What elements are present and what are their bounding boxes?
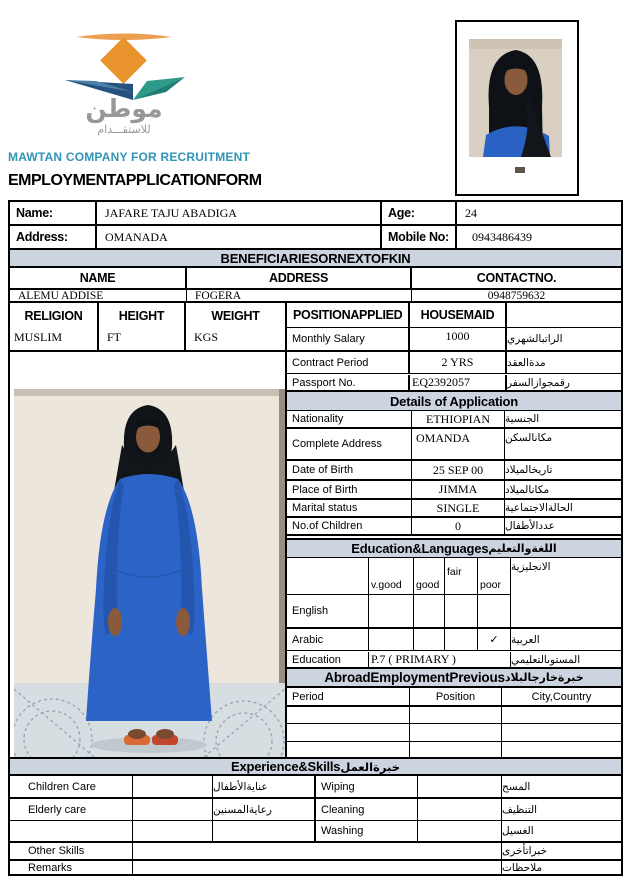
attributes-header-row [10, 303, 621, 328]
skills-row-1 [10, 776, 621, 799]
contract-period-row [287, 352, 621, 374]
marital-status-row [287, 500, 621, 518]
english-vgood-cell [369, 595, 414, 627]
attributes-values-row [10, 328, 621, 352]
date-of-birth-arabic: تاريخالميلاد [505, 464, 553, 476]
education-label: Education [287, 652, 369, 667]
logo-arabic-tagline: للاستقـــدام [97, 123, 151, 136]
beneficiary-contact-header: CONTACTNO. [476, 271, 557, 285]
abroad-r1-city [502, 707, 621, 723]
beneficiaries-header-row [10, 268, 621, 290]
english-fair-cell [445, 595, 478, 627]
english-arabic-label: الانجليزية [511, 561, 551, 573]
marital-status-label: Marital status [287, 500, 412, 516]
applicant-portrait-photo [469, 39, 562, 157]
abroad-header-row [287, 688, 621, 707]
education-level-row [287, 652, 621, 669]
arabic-vgood-cell [369, 629, 414, 650]
beneficiary-address-value: FOGERA [187, 290, 412, 301]
nationality-label: Nationality [287, 411, 412, 427]
remarks-value-cell [133, 861, 502, 874]
address-mobile-row [10, 224, 621, 248]
place-of-birth-label: Place of Birth [287, 481, 412, 498]
cleaning-label: Cleaning [316, 799, 418, 820]
marital-status-arabic: الحالةالاجتماعية [505, 502, 573, 514]
skills-row-2 [10, 799, 621, 821]
place-of-birth-value: JIMMA [412, 481, 505, 498]
beneficiary-name-header: NAME [10, 268, 187, 288]
arabic-label: Arabic [287, 629, 369, 650]
weight-value: KGS [186, 328, 287, 350]
date-of-birth-row [287, 461, 621, 481]
cleaning-arabic: التنظيف [502, 803, 538, 816]
rating-vgood: v.good [369, 558, 414, 595]
children-care-arabic: عنايةالأطفال [213, 776, 316, 797]
children-arabic: عددالأطفال [505, 520, 555, 532]
experience-section-title [10, 757, 621, 776]
company-name: MAWTAN COMPANY FOR RECRUITMENT [8, 150, 250, 164]
beneficiary-contact-value: 0948759632 [487, 290, 546, 301]
rating-good: good [414, 558, 445, 595]
form-title: EMPLOYMENTAPPLICATIONFORM [8, 172, 262, 189]
height-value: FT [99, 328, 186, 350]
skills-row3-left-value-cell [133, 821, 213, 841]
application-form-table [8, 200, 623, 876]
beneficiaries-section-title: BENEFICIARIESORNEXTOFKIN [10, 248, 621, 268]
english-arabic-cell [511, 595, 621, 627]
complete-address-row [287, 429, 621, 461]
abroad-r2-position [410, 724, 502, 741]
contract-period-value: 2 YRS [410, 352, 507, 373]
other-skills-row [10, 843, 621, 861]
abroad-empty-row-1 [287, 707, 621, 724]
remarks-arabic: ملاحظات [502, 861, 543, 874]
remarks-label: Remarks [10, 861, 133, 874]
position-applied-empty-cell [507, 303, 621, 328]
place-of-birth-row [287, 481, 621, 500]
date-of-birth-value: 25 SEP 00 [412, 461, 505, 479]
monthly-salary-label: Monthly Salary [287, 328, 410, 350]
applicant-fullbody-photo [14, 389, 285, 757]
nationality-arabic: الجنسية [505, 413, 540, 425]
details-section-title: Details of Application [287, 392, 621, 411]
position-applied-value: HOUSEMAID [410, 303, 507, 328]
education-title-ar: اللغةوالتعليم [488, 542, 557, 555]
elderly-care-arabic: رعايةالمسنين [213, 799, 316, 820]
skills-row3-left-label [10, 821, 133, 841]
religion-value: MUSLIM [10, 328, 99, 350]
weight-header: WEIGHT [186, 303, 287, 328]
company-logo-graphic [52, 30, 196, 102]
education-section-title [287, 538, 621, 558]
elderly-care-value-cell [133, 799, 213, 820]
company-logo [52, 30, 196, 102]
abroad-empty-row-2 [287, 724, 621, 742]
contract-period-label: Contract Period [287, 352, 410, 373]
age-value: 24 [465, 205, 477, 220]
education-arabic: المستوىالتعليمي [511, 653, 581, 666]
address-label: Address: [10, 226, 97, 248]
other-skills-arabic: خبراتأخرى [502, 845, 547, 857]
english-label: English [287, 595, 369, 627]
height-header: HEIGHT [99, 303, 186, 328]
contract-period-arabic: مدةالعقد [507, 356, 546, 369]
fullbody-photo-region [10, 352, 287, 757]
other-skills-value-cell [133, 843, 502, 859]
arabic-arabic-label: العربية [511, 633, 540, 646]
experience-title-ar: خبرةالعمل [340, 759, 400, 774]
date-of-birth-label: Date of Birth [287, 461, 412, 479]
name-age-row [10, 202, 621, 224]
children-care-value-cell [133, 776, 213, 797]
abroad-r2-period [287, 724, 410, 741]
children-row [287, 518, 621, 536]
complete-address-arabic: مكانالسكن [505, 432, 553, 444]
abroad-period-header: Period [287, 688, 410, 705]
monthly-salary-value: 1000 [410, 328, 507, 350]
rating-poor: poor [478, 558, 511, 595]
washing-label: Washing [316, 821, 418, 841]
passport-photo-frame [455, 20, 579, 196]
wiping-value-cell [418, 776, 502, 797]
abroad-r1-period [287, 707, 410, 723]
passport-label: Passport No. [287, 375, 410, 390]
wiping-label: Wiping [316, 776, 418, 797]
abroad-city-header: City,Country [531, 690, 592, 703]
logo-arabic-wordmark: موطن [85, 94, 163, 123]
passport-arabic: رقمجوازالسفر [507, 376, 570, 389]
address-value: OMANADA [97, 226, 382, 248]
cleaning-value-cell [418, 799, 502, 820]
english-poor-cell [478, 595, 511, 627]
skills-row3-left-arabic [213, 821, 316, 841]
experience-title-en: Experience&Skills [231, 759, 341, 774]
education-title-en: Education&Languages [351, 541, 489, 556]
arabic-fair-cell [445, 629, 478, 650]
marital-status-value: SINGLE [412, 500, 505, 516]
abroad-r1-position [410, 707, 502, 723]
ratings-header-row [287, 558, 621, 595]
complete-address-value: OMANDA [412, 429, 505, 459]
washing-value-cell [418, 821, 502, 841]
children-value: 0 [412, 518, 505, 534]
passport-value: EQ2392057 [410, 375, 507, 390]
passport-row [287, 375, 621, 392]
children-label: No.of Children [287, 518, 412, 534]
other-skills-label: Other Skills [10, 843, 133, 859]
place-of-birth-arabic: مكانالميلاد [505, 483, 550, 496]
abroad-position-header: Position [410, 688, 502, 705]
arabic-poor-checkmark: ✓ [478, 629, 511, 650]
children-care-label: Children Care [10, 776, 133, 797]
name-label: Name: [10, 202, 97, 224]
remarks-row [10, 861, 621, 874]
abroad-title-ar: خبرةخارجالبلاد [504, 671, 584, 684]
photo-box-mark [515, 167, 525, 173]
nationality-row [287, 411, 621, 429]
washing-arabic: الغسيل [502, 825, 534, 837]
arabic-good-cell [414, 629, 445, 650]
wiping-arabic: المسح [502, 780, 531, 793]
arabic-row [287, 629, 621, 651]
elderly-care-label: Elderly care [10, 799, 133, 820]
english-good-cell [414, 595, 445, 627]
mobile-value: 0943486439 [472, 229, 532, 244]
ratings-empty-cell [287, 558, 369, 595]
beneficiary-address-header: ADDRESS [187, 268, 412, 288]
beneficiary-name-value: ALEMU ADDISE [10, 290, 187, 301]
abroad-title-en: AbroadEmploymentPrevious [324, 670, 505, 685]
monthly-salary-arabic: الراتبالشهري [507, 333, 563, 345]
religion-header: RELIGION [10, 303, 99, 328]
education-value: P.7 ( PRIMARY ) [369, 652, 511, 667]
rating-fair: fair [445, 558, 478, 595]
position-applied-label: POSITIONAPPLIED [287, 303, 410, 328]
age-label: Age: [382, 202, 457, 224]
name-value: JAFARE TAJU ABADIGA [97, 202, 382, 224]
abroad-r2-city [502, 724, 621, 741]
beneficiaries-data-row [10, 290, 621, 303]
complete-address-label: Complete Address [287, 429, 412, 459]
abroad-section-title [287, 669, 621, 688]
english-row [287, 595, 621, 629]
nationality-value: ETHIOPIAN [412, 411, 505, 427]
mobile-label: Mobile No: [382, 226, 457, 248]
skills-row-3 [10, 821, 621, 843]
